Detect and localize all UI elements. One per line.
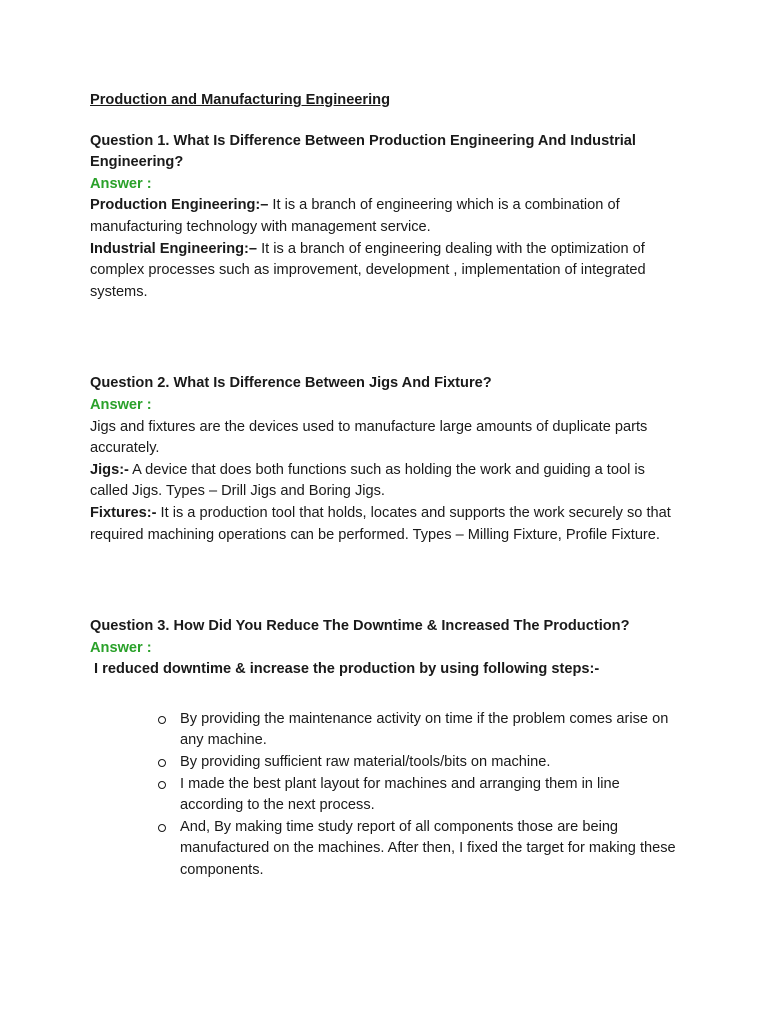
question-3: Question 3. How Did You Reduce The Downtime & Increased The Production? xyxy=(90,618,630,635)
production-engineering-text: It is a branch of engineering which is a combination of manufacturing technology with management service. xyxy=(90,197,620,235)
question-2-block xyxy=(90,373,680,546)
answer-label-2: Answer : xyxy=(90,396,152,413)
question-1: Question 1. What Is Difference Between Production Engineering And Industrial Engineering? xyxy=(90,132,636,171)
question-3-block xyxy=(90,616,680,882)
jigs-fixtures-intro: Jigs and fixtures are the devices used to manufacture large amounts of duplicate parts accurately. xyxy=(90,418,648,457)
steps-lead: I reduced downtime & increase the production by using following steps:- xyxy=(90,661,600,678)
jigs-term: Jigs:- xyxy=(90,461,129,478)
hollow-bullet-icon xyxy=(158,824,166,832)
list-item: By providing the maintenance activity on time if the problem comes arise on any machine. xyxy=(180,709,680,752)
industrial-engineering-text: It is a branch of engineering dealing with the optimization of complex processes such as improvement, development , implementation of integrated systems. xyxy=(90,240,646,300)
answer-label-1: Answer : xyxy=(90,175,152,192)
list-item: By providing sufficient raw material/tools/bits on machine. xyxy=(180,752,680,774)
fixtures-definition xyxy=(90,503,680,546)
jigs-definition xyxy=(90,460,680,503)
fixtures-text: It is a production tool that holds, locates and supports the work securely so that required machining operations can be performed. Types – Milling Fixture, Profile Fixture. xyxy=(90,504,671,543)
hollow-bullet-icon xyxy=(158,781,166,789)
fixtures-term: Fixtures:- xyxy=(90,504,157,521)
question-2: Question 2. What Is Difference Between Jigs And Fixture? xyxy=(90,375,492,392)
production-engineering-term: Production Engineering:– xyxy=(90,197,269,214)
jigs-text: A device that does both functions such as holding the work and guiding a tool is called Jigs. Types – Drill Jigs and Boring Jigs. xyxy=(90,461,645,500)
answer-label-3: Answer : xyxy=(90,639,152,656)
industrial-engineering-term: Industrial Engineering:– xyxy=(90,240,258,257)
document-title: Production and Manufacturing Engineering xyxy=(90,92,390,108)
hollow-bullet-icon xyxy=(158,716,166,724)
steps-list xyxy=(90,709,680,882)
industrial-engineering-definition xyxy=(90,239,680,304)
question-1-block xyxy=(90,131,680,304)
hollow-bullet-icon xyxy=(158,759,166,767)
list-item: And, By making time study report of all components those are being manufactured on the machines. After then, I fixed the target for making these components. xyxy=(180,817,680,882)
document-body xyxy=(90,90,680,882)
production-engineering-definition xyxy=(90,195,680,238)
list-item: I made the best plant layout for machines and arranging them in line according to the next process. xyxy=(180,774,680,817)
